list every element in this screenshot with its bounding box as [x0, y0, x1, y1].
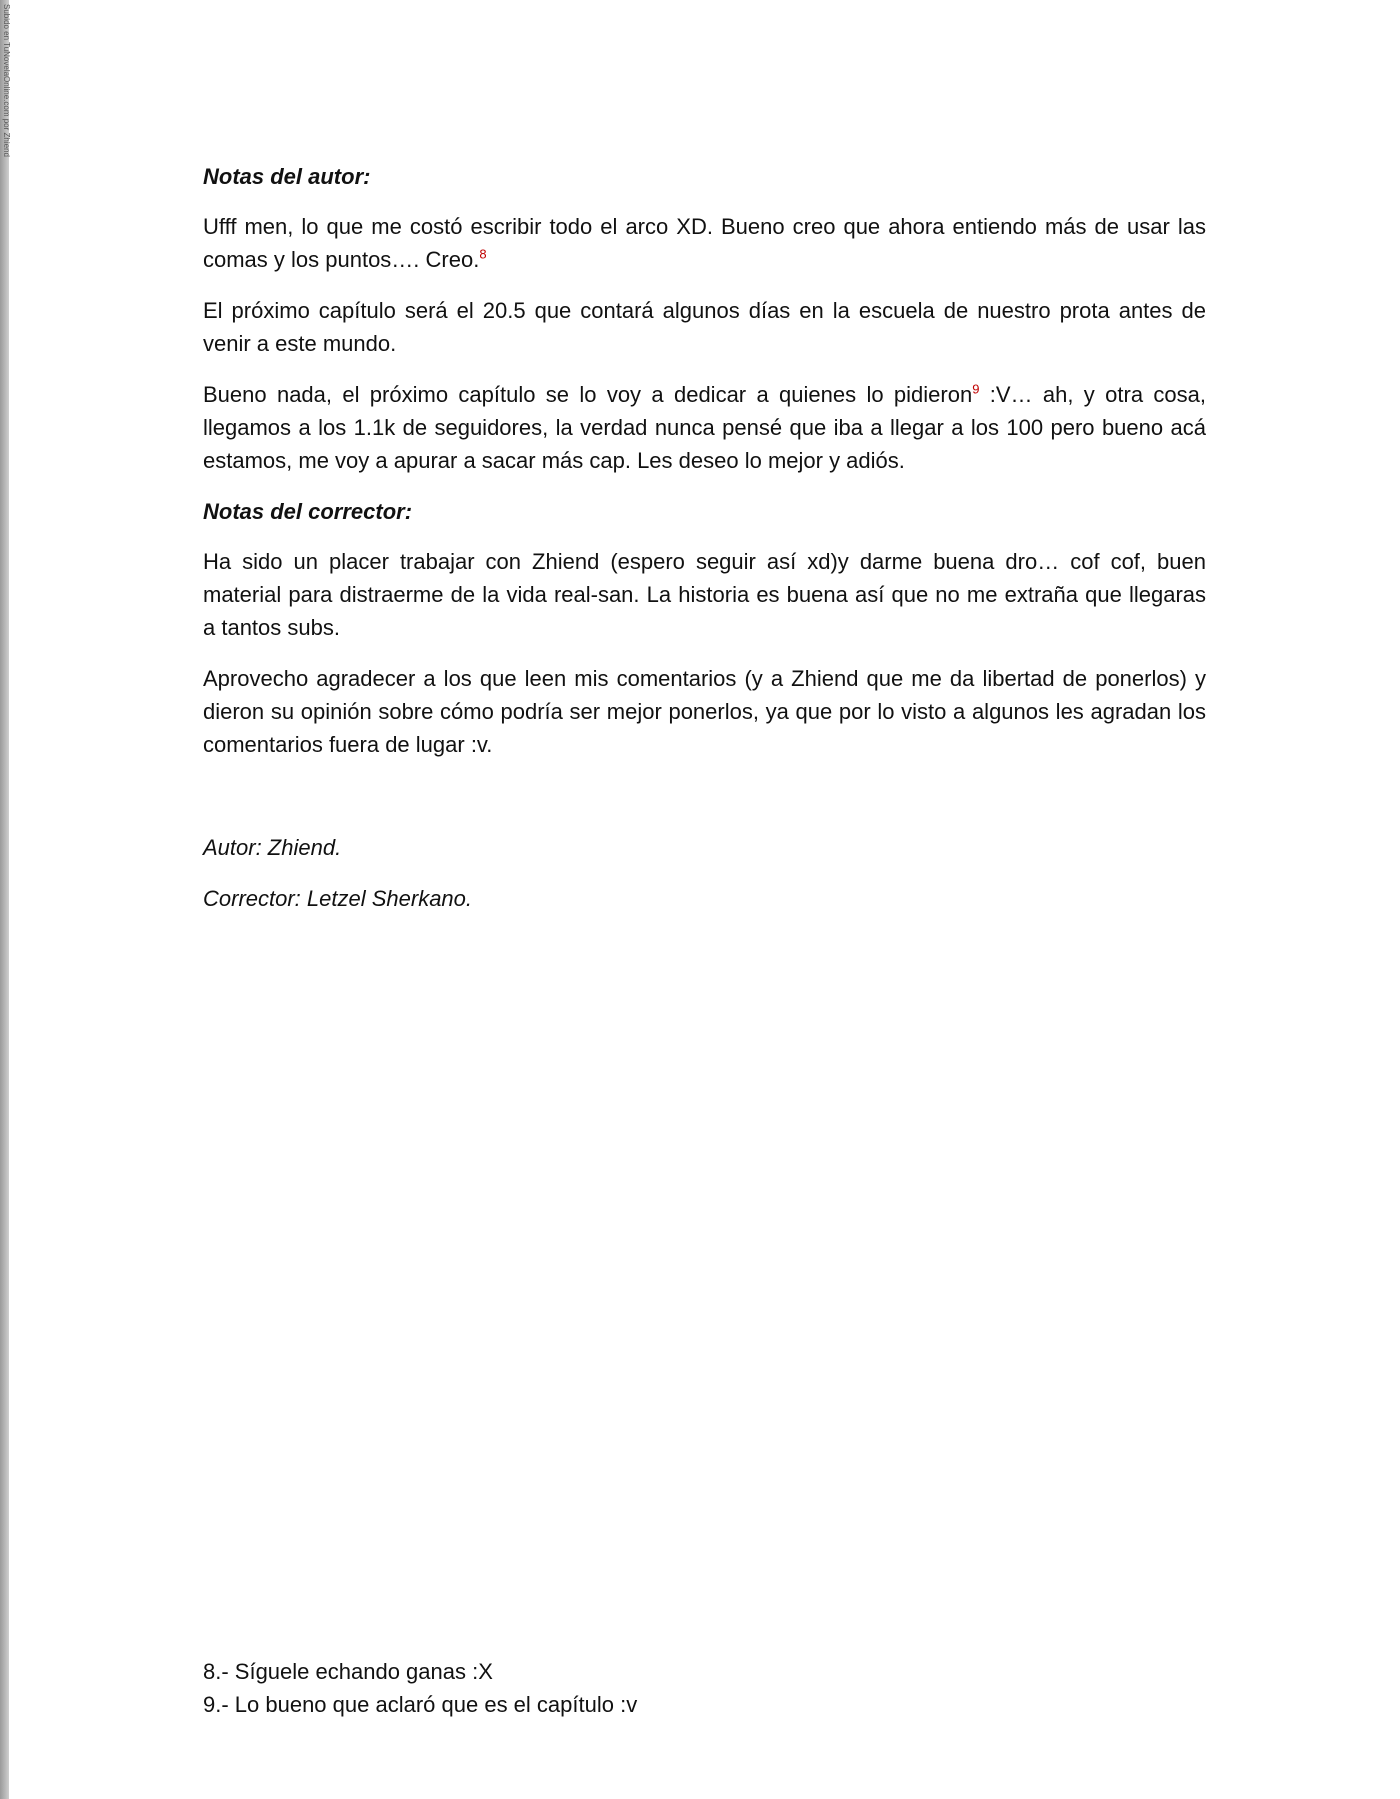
- corrector-credit: Corrector: Letzel Sherkano.: [203, 886, 473, 911]
- author-notes-heading: Notas del autor:: [203, 164, 371, 189]
- footnote-ref-8[interactable]: 8: [479, 246, 487, 262]
- author-notes-paragraph-2: El próximo capítulo será el 20.5 que contará algunos días en la escuela de nuestro prota antes de venir a este mundo.: [203, 298, 1206, 356]
- author-notes-paragraph-3-after: :V… ah, y otra cosa, llegamos a los 1.1k de seguidores, la verdad nunca pensé que iba a llegar a los 100 pero bueno acá estamos, me voy a apurar a sacar más cap. Les deseo lo mejor y adiós.: [203, 382, 1206, 473]
- author-notes-paragraph-1-text: Ufff men, lo que me costó escribir todo el arco XD. Bueno creo que ahora entiendo más de usar las comas y los puntos…. Creo.: [203, 214, 1206, 272]
- corrector-notes-paragraph-1: Ha sido un placer trabajar con Zhiend (espero seguir así xd)y darme buena dro… cof cof, buen material para distraerme de la vida real-san. La historia es buena así que no me extraña que llegaras a tantos subs.: [203, 549, 1206, 640]
- author-notes-paragraph-1: [203, 210, 1206, 276]
- page-left-edge: [0, 0, 9, 1799]
- author-notes-paragraph-3-before: Bueno nada, el próximo capítulo se lo voy a dedicar a quienes lo pidieron: [203, 382, 973, 407]
- footnote-9: 9.- Lo bueno que aclaró que es el capítulo :v: [203, 1692, 638, 1717]
- corrector-notes-heading: Notas del corrector:: [203, 499, 413, 524]
- corrector-notes-paragraph-2: Aprovecho agradecer a los que leen mis comentarios (y a Zhiend que me da libertad de ponerlos) y dieron su opinión sobre cómo podría ser mejor ponerlos, ya que por lo visto a algunos les agradan los comentarios fuera de lugar :v.: [203, 666, 1206, 757]
- footnote-ref-9[interactable]: 9: [972, 381, 980, 397]
- upload-watermark: Subido en TuNovelaOnline.com por Zhiend: [2, 4, 11, 157]
- document-body: [203, 160, 1206, 933]
- footnotes-section: [203, 1655, 1206, 1721]
- footnote-8: 8.- Síguele echando ganas :X: [203, 1659, 493, 1684]
- author-notes-paragraph-3: [203, 378, 1206, 477]
- spacer: [203, 779, 1206, 831]
- author-credit: Autor: Zhiend.: [203, 835, 342, 860]
